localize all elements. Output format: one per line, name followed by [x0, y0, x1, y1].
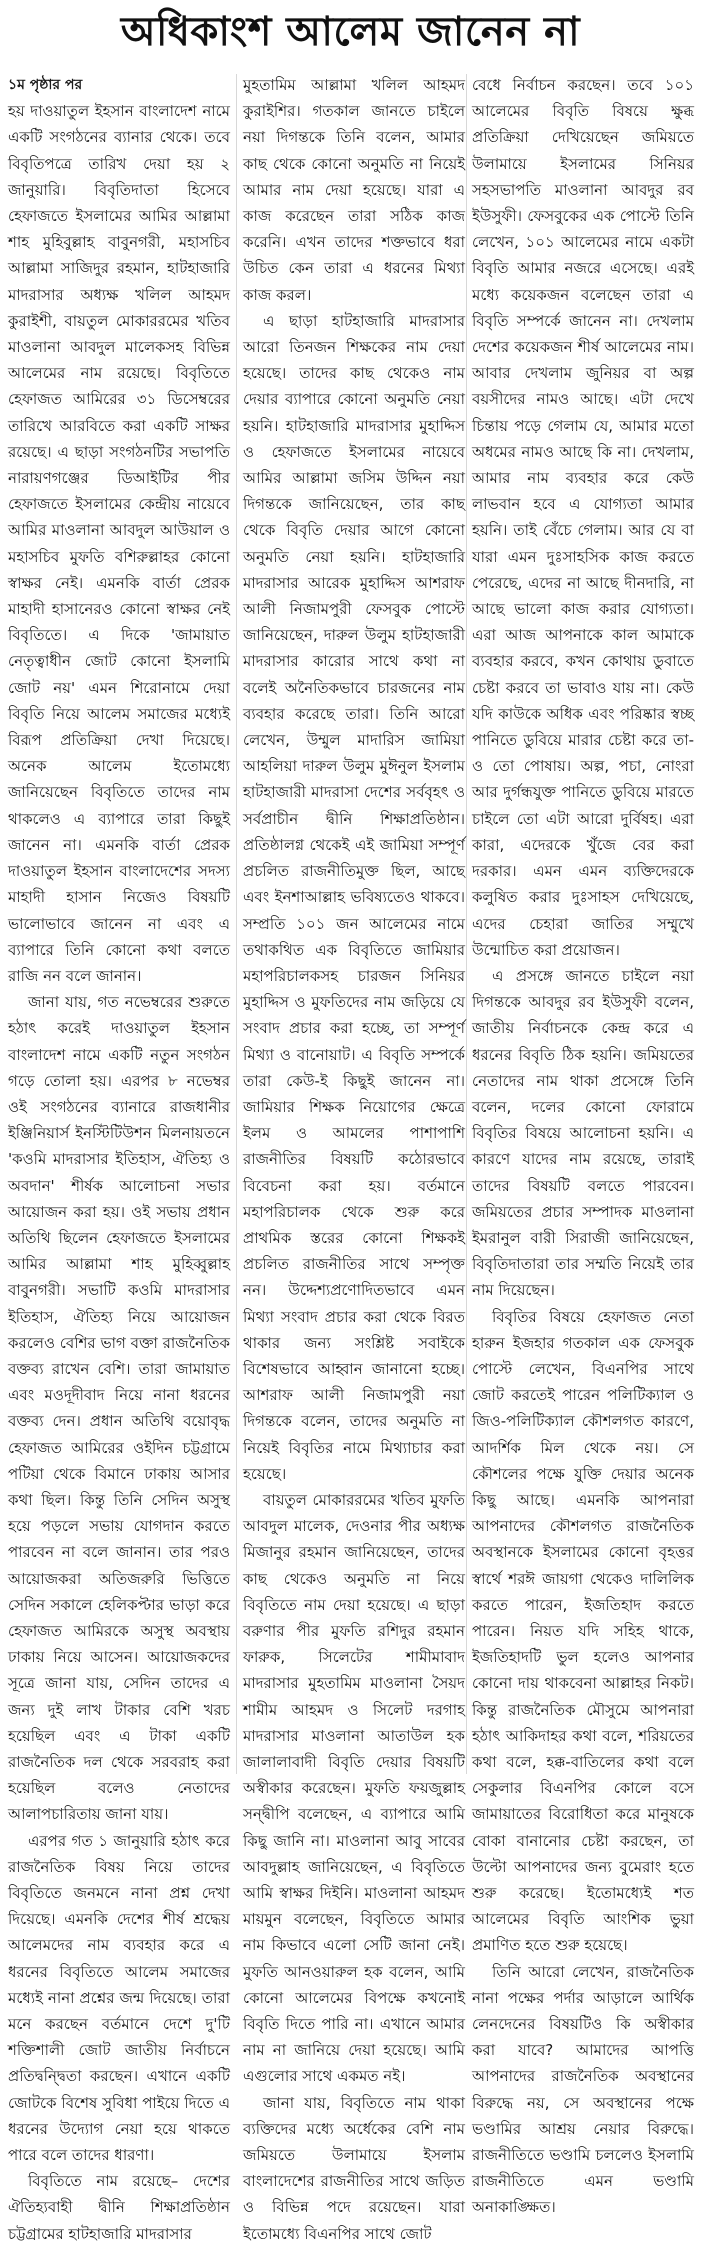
paragraph: হয় দাওয়াতুল ইহসান বাংলাদেশ নামে একটি সংগঠনের ব্যানার থেকে। তবে বিবৃতিপত্রে তারিখ দেয়া হয় ২ জানুয়ারি। বিবৃতিদাতা হিসেবে হেফাজতে ইসলামের আমির আল্লামা শাহ মুহিবুল্লাহ বাবুনগরী, মহাসচিব আল্লামা সাজিদুর রহমান, হাটহাজারি মাদরাসার অধ্যক্ষ খলিল আহমদ কুরাইশী, বায়তুল মোকাররমের খতিব মাওলানা আবদুল মালেকসহ বিভিন্ন আলেমের নাম রয়েছে। বিবৃতিতে হেফাজত আমিরের ৩১ ডিসেম্বরের তারিখে আরবিতে করা একটি সাক্ষর রয়েছে। এ ছাড়া সংগঠনটির সভাপতি নারায়ণগঞ্জের ডিআইটির পীর হেফাজতে ইসলামের কেন্দ্রীয় নায়েবে আমির মাওলানা আবদুল আউয়াল ও মহাসচিব মুফতি বশিরুল্লাহর কোনো স্বাক্ষর নেই। এমনকি বার্তা প্রেরক মাহাদী হাসানেরও কোনো স্বাক্ষর নেই বিবৃতিতে। এ দিকে 'জামায়াত নেতৃত্বাধীন জোট কোনো ইসলামি জোট নয়' এমন শিরোনামে দেয়া বিবৃতি নিয়ে আলেম সমাজের মধ্যেই বিরূপ প্রতিক্রিয়া দেখা দিয়েছে। অনেক আলেম ইতোমধ্যে জানিয়েছেন বিবৃতিতে তাদের নাম থাকলেও এ ব্যাপারে তারা কিছুই জানেন না। এমনকি বার্তা প্রেরক দাওয়াতুল ইহসান বাংলাদেশের সদস্য মাহাদী হাসান নিজেও বিষয়টি ভালোভাবে জানেন না এবং এ ব্যাপারে তিনি কোনো কথা বলতে রাজি নন বলে জানান।: [8, 102, 230, 985]
headline: অধিকাংশ আলেম জানেন না: [120, 9, 581, 55]
paragraph: এ প্রসঙ্গে জানতে চাইলে নয়া দিগন্তকে আবদুর রব ইউসুফী বলেন, জাতীয় নির্বাচনকে কেন্দ্র করে এ ধরনের বিবৃতি ঠিক হয়নি। জমিয়তের নেতাদের নাম থাকা প্রসেঙ্গে তিনি বলেন, দলের কোনো ফোরামে বিবৃতির বিষয়ে আলোচনা হয়নি। এ কারণে যাদের নাম রয়েছে, তারাই তাদের বিষয়টি বলতে পারবেন। জমিয়তের প্রচার সম্পাদক মাওলানা ইমরানুল বারী সিরাজী জানিয়েছেন, বিবৃতিদাতারা তার সম্মতি নিয়েই তার নাম দিয়েছেন।: [472, 966, 694, 1300]
paragraph: জানা যায়, বিবৃতিতে নাম থাকা ব্যক্তিদের মধ্যে অর্ধেকের বেশি নাম জমিয়তে উলামায়ে ইসলাম বাংলাদেশের রাজনীতির সাথে জড়িত ও বিভিন্ন পদে রয়েছেন। যারা ইতোমধ্যে বিএনপির সাথে জোট: [243, 2093, 465, 2243]
paragraph: বায়তুল মোকাররমের খতিব মুফতি আবদুল মালেক, দেওনার পীর অধ্যক্ষ মিজানুর রহমান জানিয়েছেন, তাদের কাছ থেকেও অনুমতি না নিয়ে বিবৃতিতে নাম দেয়া হয়েছে। এ ছাড়া বরুণার পীর মুফতি রশিদুর রহমান ফারুক, সিলেটের শামীমাবাদ মাদরাসার মুহতামিম মাওলানা সৈয়দ শামীম আহমদ ও সিলেট দরগাহ মাদরাসার মাওলানা আতাউল হক জালালাবাদী বিবৃতি দেয়ার বিষয়টি অস্বীকার করেছেন। মুফতি ফয়জুল্লাহ সন্দ্বীপি বলেছেন, এ ব্যাপারে আমি কিছু জানি না। মাওলানা আবু সাবের আবদুল্লাহ জানিয়েছেন, এ বিবৃতিতে আমি স্বাক্ষর দিইনি। মাওলানা আহমদ মায়মুন বলেছেন, বিবৃতিতে আমার নাম কিভাবে এলো সেটি জানা নেই। মুফতি আনওয়ারুল হক বলেন, আমি কোনো আলেমের বিপক্ষে কখনোই বিবৃতি দিতে পারি না। এখানে আমার নাম না জানিয়ে দেয়া হয়েছে। আমি এগুলোর সাথে একমত নই।: [243, 1490, 465, 2086]
paragraph: বেধে নির্বাচন করছেন। তবে ১০১ আলেমের বিবৃতি বিষয়ে ক্ষুব্ধ প্রতিক্রিয়া দেখিয়েছেন জমিয়তে উলামায়ে ইসলামের সিনিয়র সহসভাপতি মাওলানা আবদুর রব ইউসুফী। ফেসবুকের এক পোস্টে তিনি লেখেন, ১০১ আলেমের নামে একটা বিবৃতি আমার নজরে এসেছে। এরই মধ্যে কয়েকজন বলেছেন তারা এ বিবৃতি সম্পর্কে জানেন না। দেখলাম দেশের কয়েকজন শীর্ষ আলেমের নাম। আবার দেখলাম জুনিয়র বা অল্প বয়সীদের নামও আছে। এটা দেখে চিন্তায় পড়ে গেলাম যে, আমার মতো অধমের নামও আছে কি না। দেখলাম, আমার নাম ব্যবহার করে কেউ লাভবান হবে এ যোগ্যতা আমার হয়নি। তাই বেঁচে গেলাম। আর যে বা যারা এমন দুঃসাহসিক কাজ করতে পেরেছে, এদের না আছে দীনদারি, না আছে ভালো কাজ করার যোগ্যতা। এরা আজ আপনাকে কাল আমাকে ব্যবহার করবে, কখন কোথায় ডুবাতে চেষ্টা করবে তা ভাবাও যায় না। কেউ যদি কাউকে অধিক এবং পরিষ্কার স্বচ্ছ পানিতে ডুবিয়ে মারার চেষ্টা করে তা-ও তো পোষায়। অল্প, পচা, নোংরা আর দুর্গন্ধযুক্ত পানিতে ডুবিয়ে মারতে চাইলে তো এটা আরো দুর্বিষহ। এরা কারা, এদেরকে খুঁজে বের করা দরকার। এমন এমন ব্যক্তিদেরকে কলুষিত করার দুঃসাহস দেখিয়েছে, এদের চেহারা জাতির সম্মুখে উন্মোচিত করা প্রয়োজন।: [472, 76, 694, 959]
column-divider: [236, 74, 237, 1774]
paragraph: এ ছাড়া হাটহাজারি মাদরাসার আরো তিনজন শিক্ষকের নাম দেয়া হয়েছে। তাদের কাছ থেকেও নাম দেয়ার ব্যাপারে কোনো অনুমতি নেয়া হয়নি। হাটহাজারি মাদরাসার মুহাদ্দিস ও হেফাজতে ইসলামের নায়েবে আমির আল্লামা জসিম উদ্দিন নয়া দিগন্তকে জানিয়েছেন, তার কাছ থেকে বিবৃতি দেয়ার আগে কোনো অনুমতি নেয়া হয়নি। হাটহাজারি মাদরাসার আরেক মুহাদ্দিস আশরাফ আলী নিজামপুরী ফেসবুক পোস্টে জানিয়েছেন, দারুল উলুম হাটহাজারী মাদরাসার কারোর সাথে কথা না বলেই অনৈতিকভাবে চারজনের নাম ব্যবহার করেছে তারা। তিনি আরো লেখেন, উম্মুল মাদারিস জামিয়া আহলিয়া দারুল উলুম মুঈনুল ইসলাম হাটহাজারী মাদরাসা দেশের সর্ববৃহৎ ও সর্বপ্রাচীন দ্বীনি শিক্ষাপ্রতিষ্ঠান। প্রতিষ্ঠালগ্ন থেকেই এই জামিয়া সম্পূর্ণ প্রচলিত রাজনীতিমুক্ত ছিল, আছে এবং ইনশাআল্লাহ ভবিষ্যতেও থাকবে। সম্প্রতি ১০১ জন আলেমের নামে তথাকথিত এক বিবৃতিতে জামিয়ার মহাপরিচালকসহ চারজন সিনিয়র মুহাদ্দিস ও মুফতিদের নাম জড়িয়ে যে সংবাদ প্রচার করা হচ্ছে, তা সম্পূর্ণ মিথ্যা ও বানোয়াট। এ বিবৃতি সম্পর্কে তারা কেউ-ই কিছুই জানেন না। জামিয়ার শিক্ষক নিয়োগের ক্ষেত্রে ইলম ও আমলের পাশাপাশি রাজনীতির বিষয়টি কঠোরভাবে বিবেচনা করা হয়। বর্তমানে মহাপরিচালক থেকে শুরু করে প্রাথমিক স্তরের কোনো শিক্ষকই প্রচলিত রাজনীতির সাথে সম্পৃক্ত নন। উদ্দেশ্যপ্রণোদিতভাবে এমন মিথ্যা সংবাদ প্রচার করা থেকে বিরত থাকার জন্য সংশ্লিষ্ট সবাইকে বিশেষভাবে আহ্বান জানানো হচ্ছে। আশরাফ আলী নিজামপুরী নয়া দিগন্তকে বলেন, তাদের অনুমতি না নিয়েই বিবৃতির নামে মিথ্যাচার করা হয়েছে।: [243, 311, 465, 1483]
paragraph: বিবৃতির বিষয়ে হেফাজত নেতা হারুন ইজহার গতকাল এক ফেসবুক পোস্টে লেখেন, বিএনপির সাথে জোট করতেই পারেন পলিটিক্যাল ও জিও-পলিটিক্যাল কৌশলগত কারণে, আদর্শিক মিল থেকে নয়। সে কৌশলের পক্ষে যুক্তি দেয়ার অনেক কিছু আছে। এমনকি আপনারা আপনাদের কৌশলগত রাজনৈতিক অবস্থানকে ইসলামের কোনো বৃহত্তর স্বার্থে শরঈ জায়গা থেকেও দালিলিক করতে পারেন, ইজতিহাদ করতে পারেন। নিয়ত যদি সহিহ থাকে, ইজতিহাদটি ভুল হলেও আপনার কোনো দায় থাকবেনা আল্লাহর নিকট। কিন্তু রাজনৈতিক মৌসুমে আপনারা হঠাৎ আকিদাহর কথা বলে, শরিয়তের কথা বলে, হক্ক-বাতিলের কথা বলে সেকুলার বিএনপির কোলে বসে জামায়াতের বিরোধিতা করে মানুষকে বোকা বানানোর চেষ্টা করছেন, তা উল্টো আপনাদের জন্য বুমেরাং হতে শুরু করেছে। ইতোমধ্যেই শত আলেমের বিবৃতি আংশিক ভুয়া প্রমাণিত হতে শুরু হয়েছে।: [472, 1307, 694, 1955]
article-column-2: [243, 72, 465, 2247]
paragraph: এরপর গত ১ জানুয়ারি হঠাৎ করে রাজনৈতিক বিষয় নিয়ে তাদের বিবৃতিতে জনমনে নানা প্রশ্ন দেখা দিয়েছে। এমনকি দেশের শীর্ষ শ্রদ্ধেয় আলেমদের নাম ব্যবহার করে এ ধরনের বিবৃতিতে আলেম সমাজের মধ্যেই নানা প্রশ্নের জন্ম দিয়েছে। তারা মনে করছেন বর্তমানে দেশে দু'টি শক্তিশালী জোট জাতীয় নির্বাচনে প্রতিদ্বন্দ্বিতা করছেন। এখানে একটি জোটকে বিশেষ সুবিধা পাইয়ে দিতে এ ধরনের উদ্যোগ নেয়া হয়ে থাকতে পারে বলে তাদের ধারণা।: [8, 1831, 230, 2165]
paragraph: মুহতামিম আল্লামা খলিল আহমদ কুরাইশির। গতকাল জানতে চাইলে নয়া দিগন্তকে তিনি বলেন, আমার কাছ থেকে কোনো অনুমতি না নিয়েই আমার নাম দেয়া হয়েছে। যারা এ কাজ করেছেন তারা সঠিক কাজ করেনি। এখন তাদের শক্তভাবে ধরা উচিত কেন তারা এ ধরনের মিথ্যা কাজ করল।: [243, 76, 465, 304]
paragraph: জানা যায়, গত নভেম্বরের শুরুতে হঠাৎ করেই দাওয়াতুল ইহসান বাংলাদেশ নামে একটি নতুন সংগঠন গড়ে তোলা হয়। এরপর ৮ নভেম্বর ওই সংগঠনের ব্যানারে রাজধানীর ইঞ্জিনিয়ার্স ইনস্টিটিউশন মিলনায়তনে 'কওমি মাদরাসার ইতিহাস, ঐতিহ্য ও অবদান' শীর্ষক আলোচনা সভার আয়োজন করা হয়। ওই সভায় প্রধান অতিথি ছিলেন হেফাজতে ইসলামের আমির আল্লামা শাহ মুহিব্বুল্লাহ বাবুনগরী। সভাটি কওমি মাদরাসার ইতিহাস, ঐতিহ্য নিয়ে আয়োজন করলেও বেশির ভাগ বক্তা রাজনৈতিক বক্তব্য রাখেন বেশি। তারা জামায়াত এবং মওদূদীবাদ নিয়ে নানা ধরনের বক্তব্য দেন। প্রধান অতিথি বয়োবৃদ্ধ হেফাজত আমিরের ওইদিন চট্টগ্রামে পটিয়া থেকে বিমানে ঢাকায় আসার কথা ছিল। কিন্তু তিনি সেদিন অসুস্থ হয়ে পড়লে সভায় যোগদান করতে পারবেন না বলে জানান। তার পরও আয়োজকরা অতিজরুরি ভিত্তিতে সেদিন সকালে হেলিকপ্টার ভাড়া করে হেফাজত আমিরকে অসুস্থ অবস্থায় ঢাকায় নিয়ে আসেন। আয়োজকদের সূত্রে জানা যায়, সেদিন তাদের এ জন্য দুই লাখ টাকার বেশি খরচ হয়েছিল এবং এ টাকা একটি রাজনৈতিক দল থেকে সরবরাহ করা হয়েছিল বলেও নেতাদের আলাপচারিতায় জানা যায়।: [8, 993, 230, 1824]
column-divider: [466, 74, 467, 1774]
continued-from-label: ১ম পৃষ্ঠার পর: [8, 77, 83, 93]
article-column-1: [8, 72, 230, 2247]
article-column-3: [472, 72, 694, 2221]
paragraph: বিবৃতিতে নাম রয়েছে– দেশের ঐতিহ্যবাহী দ্বীনি শিক্ষাপ্রতিষ্ঠান চট্টগ্রামের হাটহাজারি মাদরাসার: [8, 2172, 230, 2243]
paragraph: তিনি আরো লেখেন, রাজনৈতিক নানা পক্ষের পর্দার আড়ালে আর্থিক লেনদেনের বিষয়টিও কি অস্বীকার করা যাবে? আমাদের আপত্তি আপনাদের রাজনৈতিক অবস্থানের বিরুদ্ধে নয়, সে অবস্থানের পক্ষে ভণ্ডামির আশ্রয় নেয়ার বিরুদ্ধে। রাজনীতিতে ভণ্ডামি চললেও ইসলামি রাজনীতিতে এমন ভণ্ডামি অনাকাঙ্ক্ষিত।: [472, 1962, 694, 2217]
